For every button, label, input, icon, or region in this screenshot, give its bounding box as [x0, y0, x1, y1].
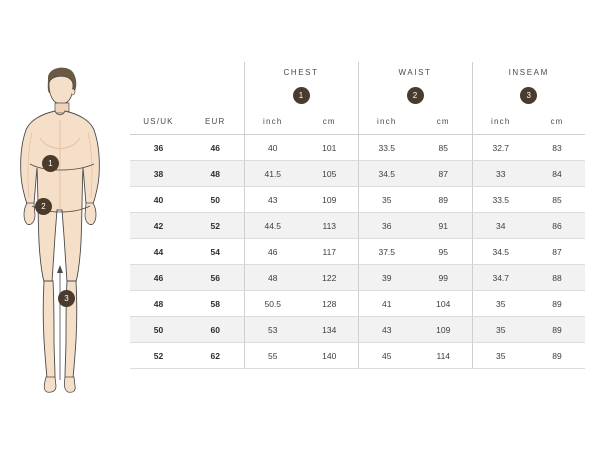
- left-hand-shape: [24, 203, 35, 225]
- cell-chest-cm: 122: [301, 265, 358, 291]
- cell-waist-cm: 114: [415, 343, 472, 369]
- cell-eur: 46: [187, 135, 244, 161]
- cell-chest-inch: 55: [244, 343, 301, 369]
- cell-inseam-inch: 34.7: [472, 265, 529, 291]
- cell-chest-cm: 117: [301, 239, 358, 265]
- cell-waist-cm: 89: [415, 187, 472, 213]
- cell-waist-inch: 37.5: [358, 239, 415, 265]
- cell-us-uk: 36: [130, 135, 187, 161]
- cell-eur: 62: [187, 343, 244, 369]
- cell-us-uk: 46: [130, 265, 187, 291]
- table-row: [130, 343, 585, 369]
- size-table-container: [130, 62, 592, 369]
- table-row: [130, 265, 585, 291]
- figure-marker-chest: 1: [42, 155, 59, 172]
- cell-chest-cm: 105: [301, 161, 358, 187]
- cell-eur: 54: [187, 239, 244, 265]
- col-header-inseam-cm: cm: [529, 108, 585, 135]
- cell-waist-cm: 109: [415, 317, 472, 343]
- table-row: [130, 213, 585, 239]
- body-figure-panel: [0, 0, 130, 450]
- right-hand-shape: [85, 203, 96, 225]
- cell-waist-cm: 95: [415, 239, 472, 265]
- cell-eur: 58: [187, 291, 244, 317]
- cell-us-uk: 48: [130, 291, 187, 317]
- cell-eur: 56: [187, 265, 244, 291]
- cell-eur: 60: [187, 317, 244, 343]
- cell-waist-inch: 41: [358, 291, 415, 317]
- table-marker-row: [130, 82, 585, 108]
- table-group-header-row: [130, 62, 585, 82]
- col-header-eur: EUR: [187, 108, 244, 135]
- marker-cell-waist: [358, 82, 472, 108]
- cell-inseam-cm: 84: [529, 161, 585, 187]
- cell-waist-inch: 39: [358, 265, 415, 291]
- cell-inseam-inch: 33.5: [472, 187, 529, 213]
- cell-us-uk: 44: [130, 239, 187, 265]
- table-column-header-row: [130, 108, 585, 135]
- cell-waist-cm: 99: [415, 265, 472, 291]
- marker-waist: 2: [407, 87, 424, 104]
- cell-inseam-cm: 83: [529, 135, 585, 161]
- cell-waist-cm: 85: [415, 135, 472, 161]
- cell-waist-inch: 35: [358, 187, 415, 213]
- table-row: [130, 317, 585, 343]
- table-row: [130, 239, 585, 265]
- cell-waist-cm: 91: [415, 213, 472, 239]
- cell-eur: 52: [187, 213, 244, 239]
- left-leg-shape: [43, 281, 55, 378]
- cell-us-uk: 50: [130, 317, 187, 343]
- cell-eur: 48: [187, 161, 244, 187]
- cell-us-uk: 40: [130, 187, 187, 213]
- marker-chest: 1: [293, 87, 310, 104]
- cell-waist-inch: 43: [358, 317, 415, 343]
- left-foot-shape: [44, 377, 56, 392]
- group-label-chest: CHEST: [244, 62, 358, 82]
- cell-us-uk: 42: [130, 213, 187, 239]
- marker-inseam: 3: [520, 87, 537, 104]
- cell-chest-cm: 134: [301, 317, 358, 343]
- cell-inseam-cm: 89: [529, 317, 585, 343]
- marker-cell-blank: [130, 82, 244, 108]
- figure-marker-inseam: 3: [58, 290, 75, 307]
- cell-chest-cm: 113: [301, 213, 358, 239]
- cell-inseam-inch: 34: [472, 213, 529, 239]
- cell-eur: 50: [187, 187, 244, 213]
- cell-waist-inch: 33.5: [358, 135, 415, 161]
- cell-inseam-inch: 33: [472, 161, 529, 187]
- cell-inseam-inch: 35: [472, 317, 529, 343]
- cell-chest-cm: 140: [301, 343, 358, 369]
- table-row: [130, 161, 585, 187]
- col-header-inseam-inch: inch: [472, 108, 529, 135]
- cell-inseam-inch: 35: [472, 343, 529, 369]
- cell-chest-inch: 41.5: [244, 161, 301, 187]
- cell-inseam-cm: 88: [529, 265, 585, 291]
- cell-waist-inch: 45: [358, 343, 415, 369]
- cell-inseam-cm: 85: [529, 187, 585, 213]
- table-row: [130, 135, 585, 161]
- head-shape: [49, 76, 73, 104]
- cell-chest-inch: 50.5: [244, 291, 301, 317]
- col-header-waist-inch: inch: [358, 108, 415, 135]
- cell-chest-inch: 43: [244, 187, 301, 213]
- size-table: [130, 62, 585, 369]
- col-header-waist-cm: cm: [415, 108, 472, 135]
- cell-chest-cm: 101: [301, 135, 358, 161]
- figure-marker-waist: 2: [35, 198, 52, 215]
- cell-chest-inch: 46: [244, 239, 301, 265]
- cell-us-uk: 38: [130, 161, 187, 187]
- cell-inseam-cm: 87: [529, 239, 585, 265]
- col-header-chest-cm: cm: [301, 108, 358, 135]
- cell-inseam-inch: 32.7: [472, 135, 529, 161]
- ear-shape: [72, 89, 75, 95]
- cell-inseam-cm: 86: [529, 213, 585, 239]
- group-label-inseam: INSEAM: [472, 62, 585, 82]
- cell-waist-cm: 104: [415, 291, 472, 317]
- col-header-us-uk: US/UK: [130, 108, 187, 135]
- table-row: [130, 291, 585, 317]
- cell-inseam-inch: 35: [472, 291, 529, 317]
- body-figure-illustration: [8, 60, 123, 405]
- cell-chest-cm: 128: [301, 291, 358, 317]
- right-foot-shape: [64, 377, 75, 392]
- cell-chest-inch: 44.5: [244, 213, 301, 239]
- marker-cell-inseam: [472, 82, 585, 108]
- cell-waist-inch: 34.5: [358, 161, 415, 187]
- group-label-blank: [130, 62, 244, 82]
- col-header-chest-inch: inch: [244, 108, 301, 135]
- marker-cell-chest: [244, 82, 358, 108]
- inseam-measure-arrow: [57, 265, 63, 273]
- cell-inseam-cm: 89: [529, 343, 585, 369]
- cell-chest-cm: 109: [301, 187, 358, 213]
- table-row: [130, 187, 585, 213]
- cell-us-uk: 52: [130, 343, 187, 369]
- cell-inseam-inch: 34.5: [472, 239, 529, 265]
- group-label-waist: WAIST: [358, 62, 472, 82]
- cell-chest-inch: 53: [244, 317, 301, 343]
- cell-chest-inch: 40: [244, 135, 301, 161]
- cell-waist-inch: 36: [358, 213, 415, 239]
- cell-inseam-cm: 89: [529, 291, 585, 317]
- cell-waist-cm: 87: [415, 161, 472, 187]
- cell-chest-inch: 48: [244, 265, 301, 291]
